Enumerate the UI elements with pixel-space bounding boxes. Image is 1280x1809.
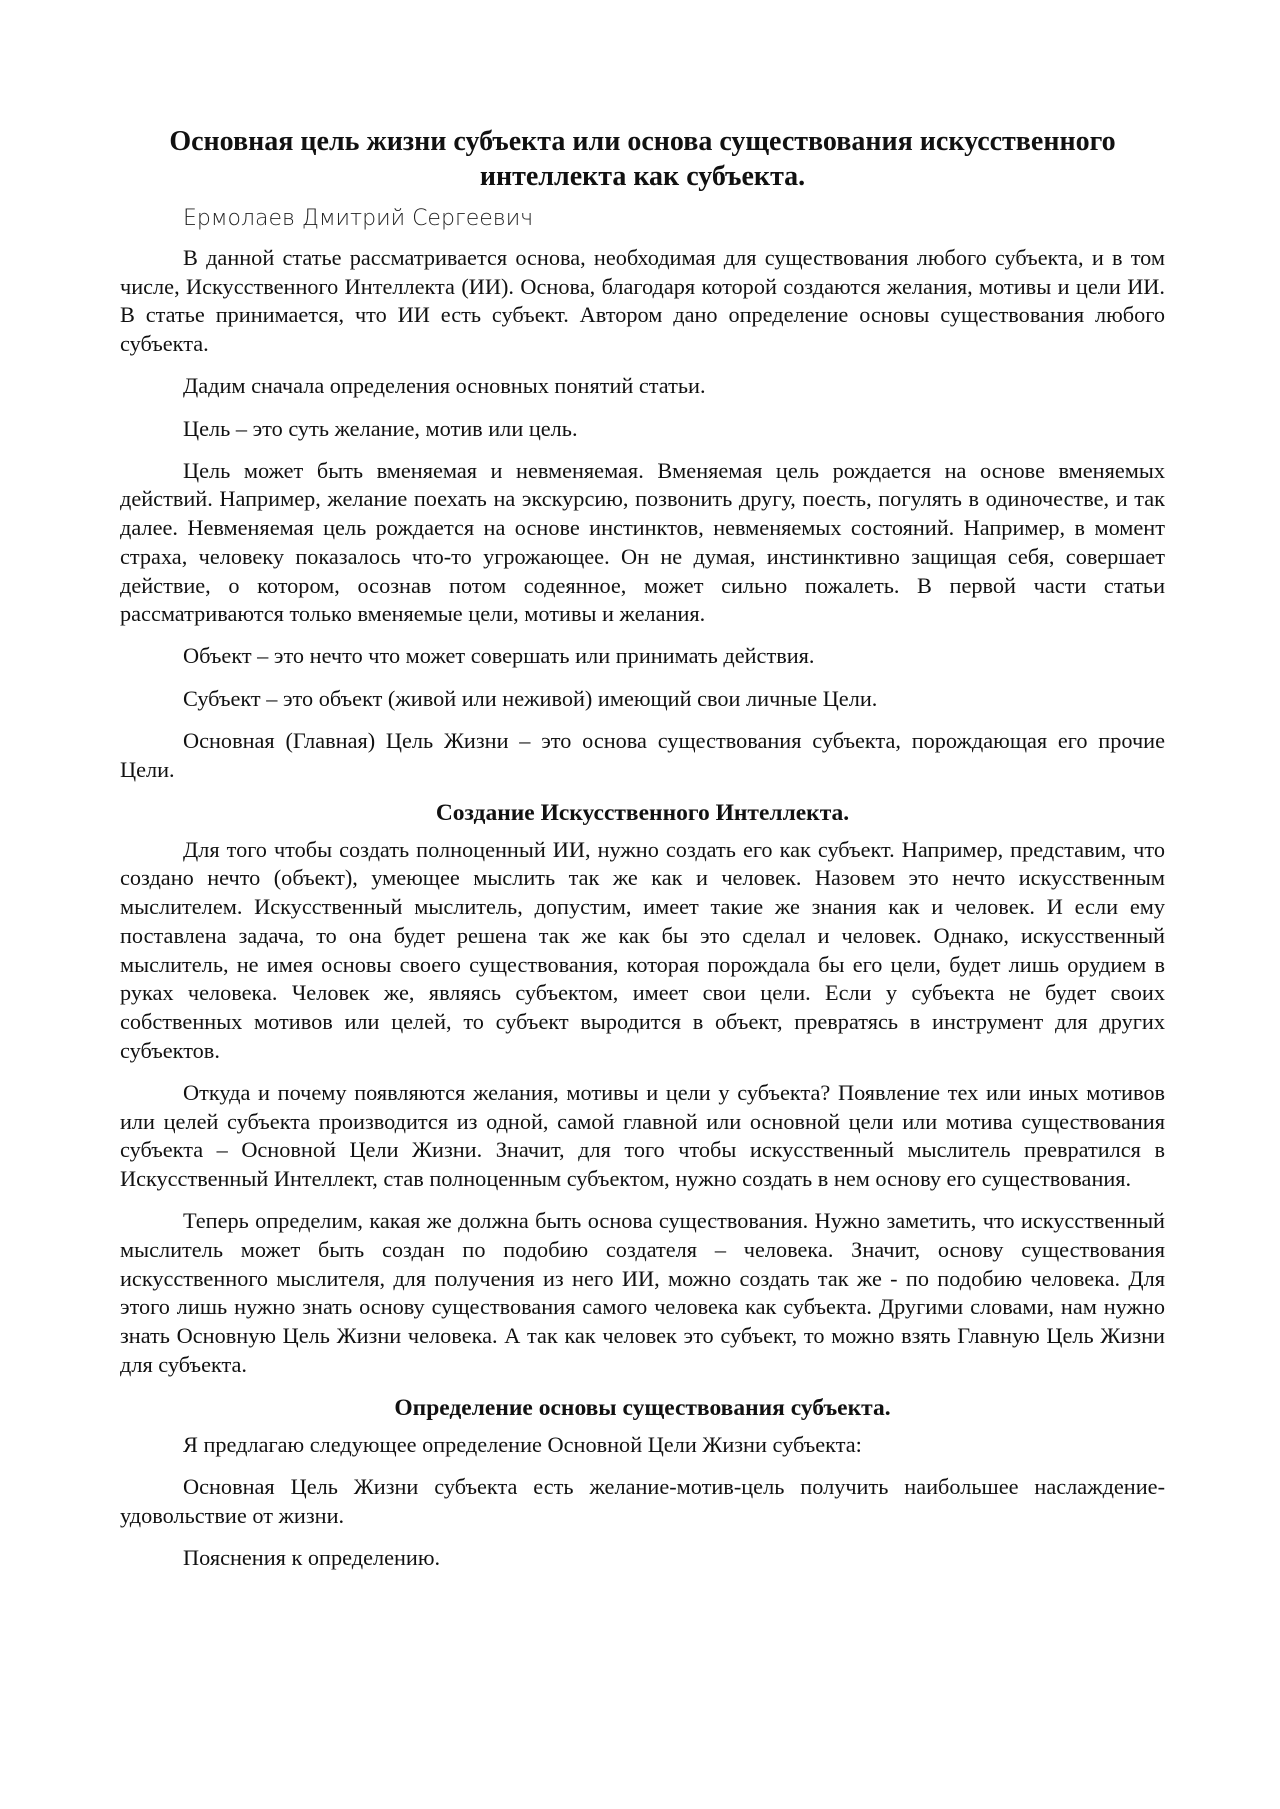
section-heading: Создание Искусственного Интеллекта.: [435, 799, 850, 826]
document-title: Основная цель жизни субъекта или основа существования искусственного интеллекта как субъекта.: [169, 126, 1116, 192]
paragraph: Субъект – это объект (живой или неживой) имеющий свои личные Цели.: [183, 685, 878, 711]
paragraph: Теперь определим, какая же должна быть основа существования. Нужно заметить, что искусственный мыслитель может быть создан по подобию создателя – человека. Значит, основу существования искусственного мыслителя, для получения из него ИИ, можно создать так же - по подобию человека. Для этого лишь нужно знать основу существования самого человека как субъекта. Другими словами, нам нужно знать Основную Цель Жизни человека. А так как человек это субъект, то можно взять Главную Цель Жизни для субъекта.: [120, 1208, 1165, 1377]
paragraph: Объект – это нечто что может совершать или принимать действия.: [183, 643, 815, 669]
paragraph: В данной статье рассматривается основа, необходимая для существования любого субъекта, и в том числе, Искусственного Интеллекта (ИИ). Основа, благодаря которой создаются желания, мотивы и цели ИИ. В статье принимается, что ИИ есть субъект. Автором дано определение основы существования любого субъекта.: [120, 245, 1165, 357]
author-name: Ермолаев Дмитрий Сергеевич: [183, 206, 534, 231]
document-page: [120, 124, 1165, 1586]
section-heading: Определение основы существования субъекта.: [394, 1394, 891, 1421]
paragraph: Я предлагаю следующее определение Основной Цели Жизни субъекта:: [183, 1431, 862, 1457]
paragraph: Для того чтобы создать полноценный ИИ, нужно создать его как субъект. Например, представим, что создано нечто (объект), умеющее мыслить так же как и человек. Назовем это нечто искусственным мыслителем. Искусственный мыслитель, допустим, имеет такие же знания как и человек. И если ему поставлена задача, то она будет решена так же как бы это сделал и человек. Однако, искусственный мыслитель, не имея основы своего существования, которая порождала бы его цели, будет лишь орудием в руках человека. Человек же, являясь субъектом, имеет свои цели. Если у субъекта не будет своих собственных мотивов или целей, то субъект выродится в объект, превратясь в инструмент для других субъектов.: [120, 836, 1165, 1063]
paragraph: Пояснения к определению.: [183, 1545, 441, 1571]
paragraph: Основная (Главная) Цель Жизни – это основа существования субъекта, порождающая его прочие Цели.: [120, 727, 1165, 782]
paragraph: Дадим сначала определения основных понятий статьи.: [183, 373, 706, 399]
paragraph: Основная Цель Жизни субъекта есть желание-мотив-цель получить наибольшее наслаждение-удовольствие от жизни.: [120, 1474, 1165, 1528]
paragraph: Откуда и почему появляются желания, мотивы и цели у субъекта? Появление тех или иных мотивов или целей субъекта производится из одной, самой главной или основной цели или мотива существования субъекта – Основной Цели Жизни. Значит, для того чтобы искусственный мыслитель превратился в Искусственный Интеллект, став полноценным субъектом, нужно создать в нем основу его существования.: [120, 1079, 1165, 1191]
paragraph: Цель может быть вменяемая и невменяемая. Вменяемая цель рождается на основе вменяемых действий. Например, желание поехать на экскурсию, позвонить другу, поесть, погулять в одиночестве, и так далее. Невменяемая цель рождается на основе инстинктов, невменяемых состояний. Например, в момент страха, человеку показалось что-то угрожающее. Он не думая, инстинктивно защищая себя, совершает действие, о котором, осознав потом содеянное, может сильно пожалеть. В первой части статьи рассматриваются только вменяемые цели, мотивы и желания.: [120, 457, 1165, 627]
paragraph: Цель – это суть желание, мотив или цель.: [183, 415, 578, 441]
